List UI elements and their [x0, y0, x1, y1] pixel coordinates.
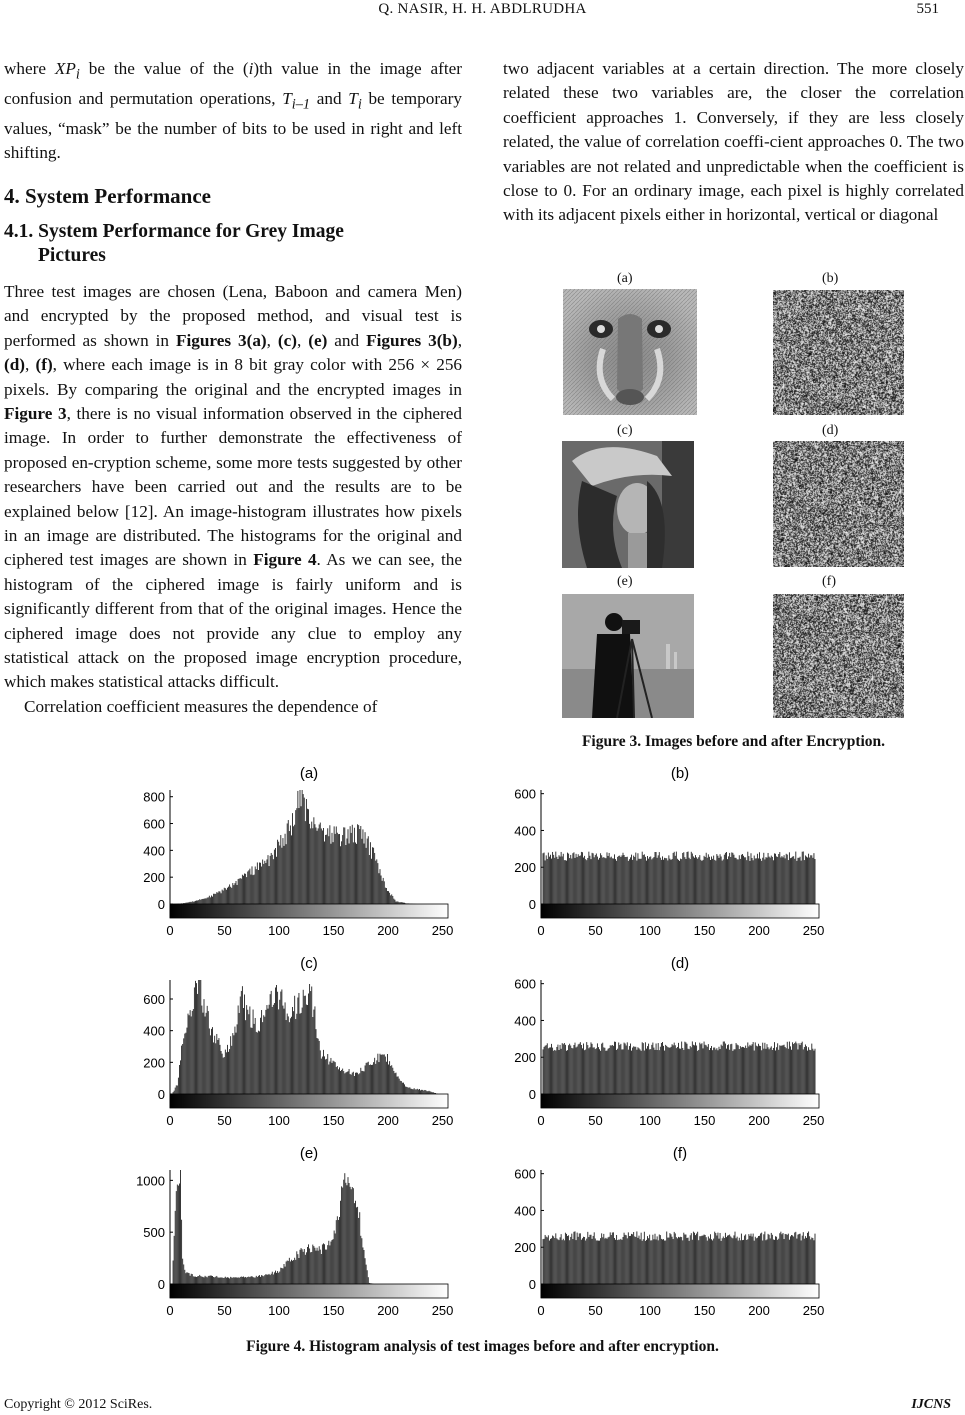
cameraman-original-image	[562, 594, 694, 718]
x-tick-label: 200	[748, 923, 770, 938]
intensity-gradient-bar	[170, 1284, 448, 1298]
intensity-gradient-bar	[541, 904, 819, 918]
histogram-panel-4	[514, 955, 824, 1128]
histogram-panel-6	[514, 1145, 824, 1318]
y-tick-label: 600	[143, 992, 165, 1007]
figure4-histograms	[0, 760, 965, 1340]
x-tick-label: 250	[802, 1303, 825, 1318]
y-tick-label: 400	[514, 1013, 536, 1029]
lena-original-image	[562, 441, 694, 568]
y-tick-label: 1000	[136, 1173, 165, 1189]
x-tick-label: 50	[588, 923, 603, 938]
y-tick-label: 400	[514, 1203, 536, 1219]
fig3-label-f: (f)	[822, 574, 836, 589]
y-tick-label: 400	[143, 1023, 165, 1039]
y-tick-label: 200	[514, 1240, 536, 1256]
x-tick-label: 200	[377, 1113, 399, 1128]
cameraman-encrypted-image	[773, 594, 904, 718]
y-tick-label: 200	[143, 870, 165, 886]
x-tick-label: 100	[268, 1303, 290, 1318]
fig3-label-a: (a)	[617, 271, 633, 286]
x-tick-label: 50	[588, 1303, 603, 1318]
x-tick-label: 50	[217, 1113, 232, 1128]
x-tick-label: 150	[693, 1303, 716, 1318]
histogram-title: (b)	[670, 765, 690, 782]
intro-paragraph: where $XP_i$ be the value of the (i)th value in the image after confusion and permutation operations, $T_{i-1}$ and $T_i$ be temporary values, “mask” be the number of bits to be used in right and left shifting.	[4, 59, 462, 163]
x-tick-label: 250	[431, 1113, 454, 1128]
footer-copyright: Copyright © 2012 SciRes.	[4, 1397, 153, 1412]
x-tick-label: 100	[268, 923, 290, 938]
x-tick-label: 0	[166, 1113, 174, 1128]
x-tick-label: 250	[802, 1113, 825, 1128]
y-tick-label: 200	[514, 860, 536, 876]
y-tick-label: 200	[143, 1055, 165, 1071]
intensity-gradient-bar	[170, 1094, 448, 1108]
x-tick-label: 100	[639, 1113, 661, 1128]
x-tick-label: 250	[431, 923, 454, 938]
y-tick-label: 0	[528, 897, 536, 912]
x-tick-label: 150	[322, 1113, 345, 1128]
histogram-panel-5	[136, 1145, 453, 1318]
y-tick-label: 0	[528, 1277, 536, 1292]
figure3-caption: Figure 3. Images before and after Encryption.	[581, 733, 886, 750]
y-tick-label: 600	[514, 976, 536, 992]
fig3-label-b: (b)	[822, 271, 839, 286]
lena-encrypted-image	[773, 441, 904, 567]
x-tick-label: 100	[639, 923, 661, 938]
subsection-title: 4.1. System Performance for Grey Image Pictures	[4, 220, 344, 266]
figure4-caption: Figure 4. Histogram analysis of test images before and after encryption.	[246, 1338, 719, 1355]
x-tick-label: 50	[217, 923, 232, 938]
x-tick-label: 150	[693, 923, 716, 938]
x-tick-label: 50	[588, 1113, 603, 1128]
x-tick-label: 0	[537, 923, 545, 938]
fig3-label-e: (e)	[617, 574, 633, 589]
section-title: 4. System Performance	[4, 183, 212, 208]
histogram-title: (f)	[672, 1145, 688, 1162]
x-tick-label: 200	[377, 1303, 399, 1318]
body-paragraph-2: Correlation coefficient measures the dependence of	[24, 696, 378, 716]
page-number: 551	[916, 1, 939, 17]
x-tick-label: 150	[322, 923, 345, 938]
y-tick-label: 600	[514, 1166, 536, 1182]
y-tick-label: 200	[514, 1050, 536, 1066]
y-tick-label: 400	[514, 823, 536, 839]
histogram-title: (e)	[299, 1145, 319, 1162]
body-paragraph-1: Three test images are chosen (Lena, Baboon and camera Men) and encrypted by the proposed method, and visual test is performed as shown in Figures 3(a), (c), (e) and Figures 3(b), (d), (f), where each image is in 8 bit gray color with 256 × 256 pixels. By comparing the original and the encrypted images in Figure 3, there is no visual information observed in the ciphered image. In order to further demonstrate the effectiveness of proposed en-cryption scheme, some more tests suggested by other researchers have been carried out and the results are to be explained below [12]. An image-histogram illustrates how pixels in an image are distributed. The histograms for the original and ciphered test images are shown in Figure 4. As we can see, the histogram of the ciphered image is fairly uniform and is significantly different from that of the original images. Hence the ciphered image does not provide any clue to employ any statistical attack on the proposed image encryption procedure, which makes statistical attacks difficult.	[4, 281, 463, 692]
y-tick-label: 600	[143, 816, 165, 832]
y-tick-label: 500	[143, 1225, 165, 1241]
x-tick-label: 0	[537, 1303, 545, 1318]
baboon-encrypted-image	[773, 290, 904, 415]
x-tick-label: 0	[166, 1303, 174, 1318]
x-tick-label: 150	[322, 1303, 345, 1318]
x-tick-label: 0	[166, 923, 174, 938]
histogram-panel-1	[143, 765, 453, 938]
fig3-label-c: (c)	[617, 423, 633, 438]
running-header-authors: Q. NASIR, H. H. ABDLRUDHA	[378, 1, 587, 17]
y-tick-label: 0	[157, 897, 165, 912]
x-tick-label: 250	[431, 1303, 454, 1318]
histogram-panel-2	[514, 765, 824, 938]
intensity-gradient-bar	[541, 1284, 819, 1298]
y-tick-label: 0	[157, 1277, 165, 1292]
x-tick-label: 150	[693, 1113, 716, 1128]
x-tick-label: 200	[748, 1303, 770, 1318]
y-tick-label: 0	[157, 1087, 165, 1102]
baboon-original-image	[563, 289, 697, 415]
intensity-gradient-bar	[170, 904, 448, 918]
left-column	[4, 57, 462, 719]
fig3-label-d: (d)	[822, 423, 839, 438]
x-tick-label: 0	[537, 1113, 545, 1128]
histogram-title: (a)	[299, 765, 319, 782]
intensity-gradient-bar	[541, 1094, 819, 1108]
footer-journal: IJCNS	[911, 1397, 951, 1412]
x-tick-label: 100	[639, 1303, 661, 1318]
histogram-title: (c)	[300, 955, 318, 972]
x-tick-label: 200	[748, 1113, 770, 1128]
y-tick-label: 0	[528, 1087, 536, 1102]
y-tick-label: 600	[514, 786, 536, 802]
x-tick-label: 100	[268, 1113, 290, 1128]
histogram-title: (d)	[670, 955, 690, 972]
right-paragraph: two adjacent variables at a certain direction. The more closely related these two variables are, the closer the correlation coefficient approaches 1. Conversely, if they are less closely related, the value of correlation coeffi-cient approaches 0. The two variables are not related and unpredictable when the coefficient is close to 0. For an ordinary image, each pixel is highly correlated with its adjacent pixels either in horizontal, vertical or diagonal	[503, 59, 964, 225]
y-tick-label: 400	[143, 843, 165, 859]
y-tick-label: 800	[143, 789, 165, 805]
x-tick-label: 200	[377, 923, 399, 938]
x-tick-label: 50	[217, 1303, 232, 1318]
x-tick-label: 250	[802, 923, 825, 938]
histogram-panel-3	[143, 955, 453, 1128]
right-column	[503, 57, 964, 228]
